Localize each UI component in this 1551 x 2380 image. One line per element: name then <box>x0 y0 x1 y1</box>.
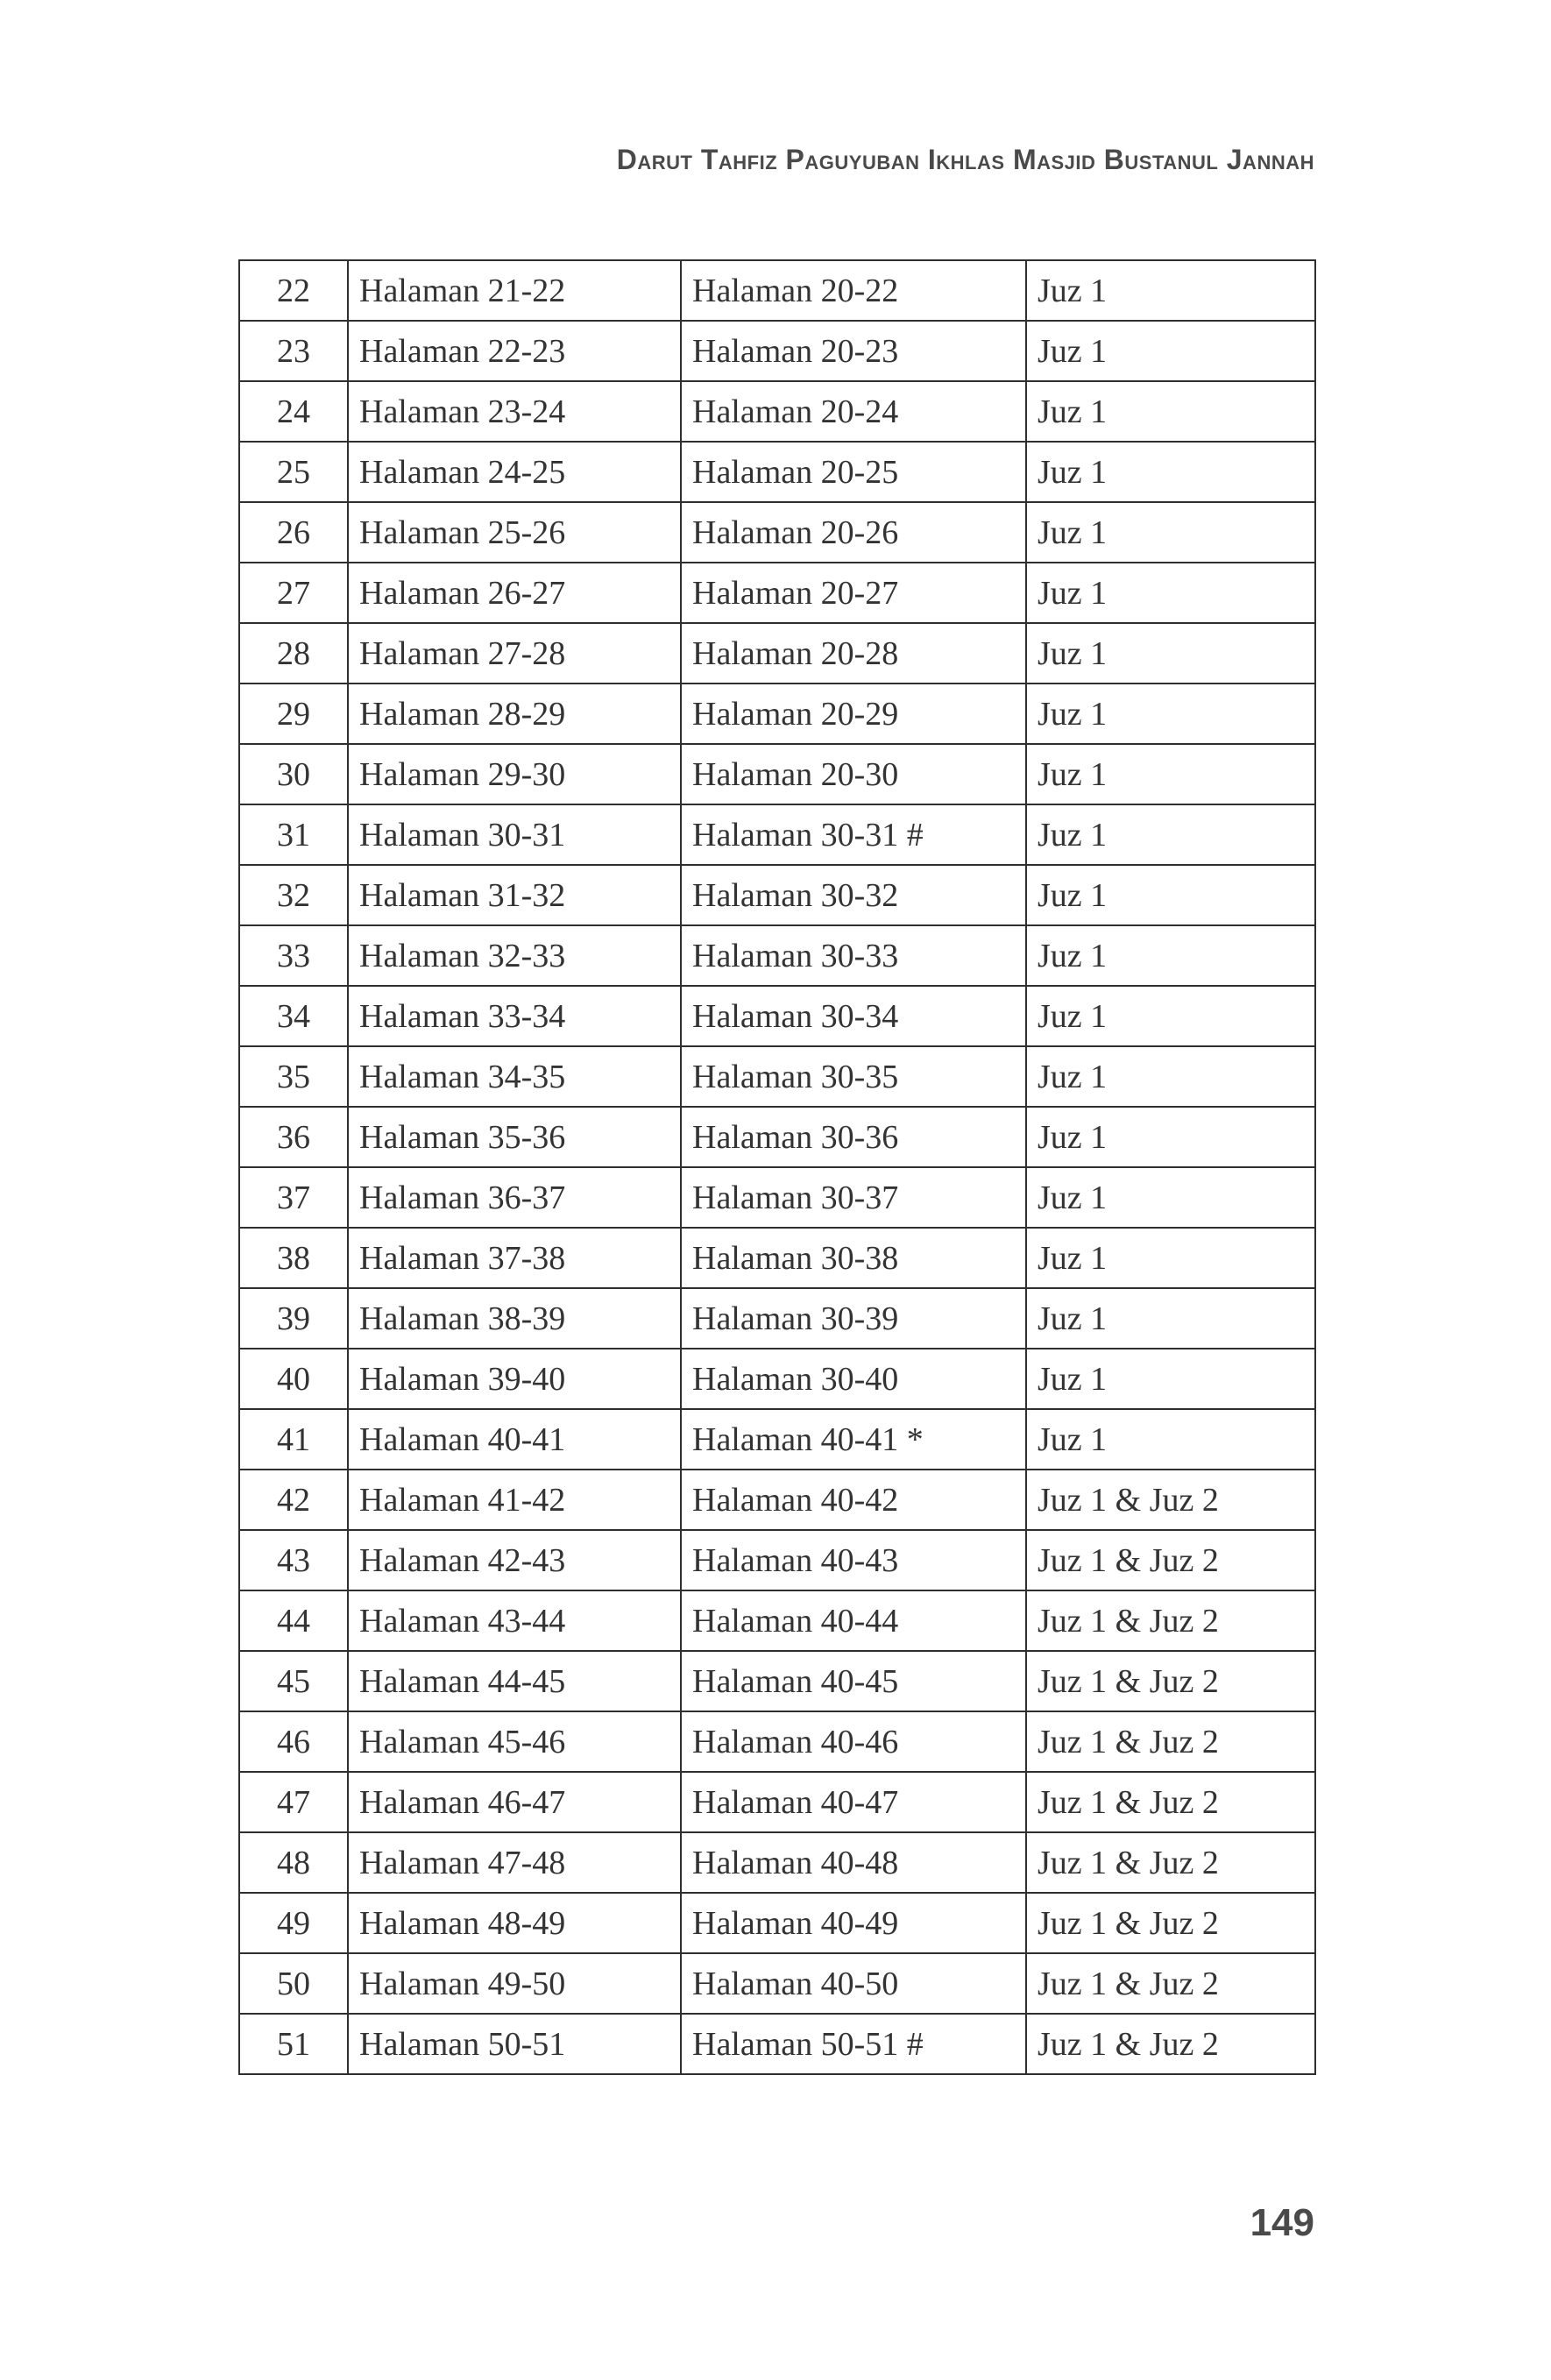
new-memorization-cell: Halaman 25-26 <box>348 502 681 563</box>
table-row <box>239 1167 1315 1228</box>
new-memorization-cell: Halaman 26-27 <box>348 563 681 623</box>
table-row <box>239 1530 1315 1590</box>
review-range-cell: Halaman 30-39 <box>681 1288 1026 1349</box>
review-range-cell: Halaman 40-44 <box>681 1590 1026 1651</box>
review-range-cell: Halaman 20-26 <box>681 502 1026 563</box>
review-range-cell: Halaman 30-31 # <box>681 804 1026 865</box>
juz-cell: Juz 1 <box>1026 744 1315 804</box>
juz-cell: Juz 1 <box>1026 986 1315 1046</box>
juz-cell: Juz 1 & Juz 2 <box>1026 1651 1315 1711</box>
juz-cell: Juz 1 & Juz 2 <box>1026 1590 1315 1651</box>
row-number-cell: 48 <box>239 1832 348 1893</box>
row-number-cell: 50 <box>239 1953 348 2014</box>
juz-cell: Juz 1 <box>1026 321 1315 381</box>
juz-cell: Juz 1 <box>1026 684 1315 744</box>
new-memorization-cell: Halaman 39-40 <box>348 1349 681 1409</box>
memorization-schedule-table <box>238 259 1316 2075</box>
review-range-cell: Halaman 20-29 <box>681 684 1026 744</box>
table-row <box>239 1107 1315 1167</box>
row-number-cell: 41 <box>239 1409 348 1470</box>
review-range-cell: Halaman 20-30 <box>681 744 1026 804</box>
new-memorization-cell: Halaman 28-29 <box>348 684 681 744</box>
juz-cell: Juz 1 <box>1026 1409 1315 1470</box>
row-number-cell: 24 <box>239 381 348 442</box>
review-range-cell: Halaman 30-35 <box>681 1046 1026 1107</box>
juz-cell: Juz 1 & Juz 2 <box>1026 2014 1315 2074</box>
review-range-cell: Halaman 30-36 <box>681 1107 1026 1167</box>
table-row <box>239 260 1315 321</box>
new-memorization-cell: Halaman 42-43 <box>348 1530 681 1590</box>
new-memorization-cell: Halaman 43-44 <box>348 1590 681 1651</box>
new-memorization-cell: Halaman 37-38 <box>348 1228 681 1288</box>
table-row <box>239 2014 1315 2074</box>
new-memorization-cell: Halaman 36-37 <box>348 1167 681 1228</box>
table-row <box>239 1409 1315 1470</box>
table-row <box>239 1651 1315 1711</box>
table-row <box>239 1046 1315 1107</box>
juz-cell: Juz 1 <box>1026 1288 1315 1349</box>
review-range-cell: Halaman 20-22 <box>681 260 1026 321</box>
row-number-cell: 40 <box>239 1349 348 1409</box>
review-range-cell: Halaman 20-27 <box>681 563 1026 623</box>
new-memorization-cell: Halaman 50-51 <box>348 2014 681 2074</box>
new-memorization-cell: Halaman 21-22 <box>348 260 681 321</box>
juz-cell: Juz 1 & Juz 2 <box>1026 1832 1315 1893</box>
table-row <box>239 1772 1315 1832</box>
table-row <box>239 502 1315 563</box>
running-header: Darut Tahfiz Paguyuban Ikhlas Masjid Bustanul Jannah <box>616 144 1314 175</box>
review-range-cell: Halaman 40-48 <box>681 1832 1026 1893</box>
juz-cell: Juz 1 <box>1026 865 1315 925</box>
row-number-cell: 31 <box>239 804 348 865</box>
row-number-cell: 27 <box>239 563 348 623</box>
juz-cell: Juz 1 & Juz 2 <box>1026 1530 1315 1590</box>
review-range-cell: Halaman 30-34 <box>681 986 1026 1046</box>
row-number-cell: 22 <box>239 260 348 321</box>
review-range-cell: Halaman 20-23 <box>681 321 1026 381</box>
table-row <box>239 442 1315 502</box>
juz-cell: Juz 1 <box>1026 442 1315 502</box>
table-row <box>239 1953 1315 2014</box>
juz-cell: Juz 1 & Juz 2 <box>1026 1772 1315 1832</box>
row-number-cell: 23 <box>239 321 348 381</box>
juz-cell: Juz 1 <box>1026 563 1315 623</box>
new-memorization-cell: Halaman 40-41 <box>348 1409 681 1470</box>
row-number-cell: 38 <box>239 1228 348 1288</box>
juz-cell: Juz 1 <box>1026 260 1315 321</box>
row-number-cell: 43 <box>239 1530 348 1590</box>
table-row <box>239 865 1315 925</box>
new-memorization-cell: Halaman 48-49 <box>348 1893 681 1953</box>
review-range-cell: Halaman 40-43 <box>681 1530 1026 1590</box>
row-number-cell: 45 <box>239 1651 348 1711</box>
review-range-cell: Halaman 20-28 <box>681 623 1026 684</box>
row-number-cell: 30 <box>239 744 348 804</box>
new-memorization-cell: Halaman 46-47 <box>348 1772 681 1832</box>
juz-cell: Juz 1 <box>1026 1167 1315 1228</box>
review-range-cell: Halaman 30-33 <box>681 925 1026 986</box>
juz-cell: Juz 1 <box>1026 502 1315 563</box>
page-number: 149 <box>1250 2201 1314 2244</box>
row-number-cell: 33 <box>239 925 348 986</box>
table-row <box>239 804 1315 865</box>
review-range-cell: Halaman 50-51 # <box>681 2014 1026 2074</box>
juz-cell: Juz 1 & Juz 2 <box>1026 1953 1315 2014</box>
row-number-cell: 36 <box>239 1107 348 1167</box>
new-memorization-cell: Halaman 31-32 <box>348 865 681 925</box>
new-memorization-cell: Halaman 22-23 <box>348 321 681 381</box>
juz-cell: Juz 1 <box>1026 925 1315 986</box>
juz-cell: Juz 1 <box>1026 381 1315 442</box>
row-number-cell: 42 <box>239 1470 348 1530</box>
new-memorization-cell: Halaman 49-50 <box>348 1953 681 2014</box>
new-memorization-cell: Halaman 27-28 <box>348 623 681 684</box>
new-memorization-cell: Halaman 41-42 <box>348 1470 681 1530</box>
row-number-cell: 47 <box>239 1772 348 1832</box>
table-row <box>239 381 1315 442</box>
table-row <box>239 623 1315 684</box>
row-number-cell: 29 <box>239 684 348 744</box>
review-range-cell: Halaman 30-32 <box>681 865 1026 925</box>
new-memorization-cell: Halaman 35-36 <box>348 1107 681 1167</box>
row-number-cell: 32 <box>239 865 348 925</box>
row-number-cell: 26 <box>239 502 348 563</box>
table-row <box>239 1228 1315 1288</box>
table-body <box>239 260 1315 2074</box>
review-range-cell: Halaman 40-42 <box>681 1470 1026 1530</box>
review-range-cell: Halaman 40-45 <box>681 1651 1026 1711</box>
review-range-cell: Halaman 40-49 <box>681 1893 1026 1953</box>
table-row <box>239 1893 1315 1953</box>
table-row <box>239 1832 1315 1893</box>
new-memorization-cell: Halaman 33-34 <box>348 986 681 1046</box>
new-memorization-cell: Halaman 47-48 <box>348 1832 681 1893</box>
juz-cell: Juz 1 <box>1026 1046 1315 1107</box>
row-number-cell: 51 <box>239 2014 348 2074</box>
review-range-cell: Halaman 40-47 <box>681 1772 1026 1832</box>
row-number-cell: 28 <box>239 623 348 684</box>
juz-cell: Juz 1 <box>1026 1107 1315 1167</box>
row-number-cell: 34 <box>239 986 348 1046</box>
juz-cell: Juz 1 <box>1026 1228 1315 1288</box>
table-row <box>239 563 1315 623</box>
new-memorization-cell: Halaman 45-46 <box>348 1711 681 1772</box>
row-number-cell: 39 <box>239 1288 348 1349</box>
row-number-cell: 25 <box>239 442 348 502</box>
table-row <box>239 1711 1315 1772</box>
new-memorization-cell: Halaman 23-24 <box>348 381 681 442</box>
table-row <box>239 744 1315 804</box>
table-row <box>239 321 1315 381</box>
review-range-cell: Halaman 40-41 * <box>681 1409 1026 1470</box>
juz-cell: Juz 1 & Juz 2 <box>1026 1711 1315 1772</box>
review-range-cell: Halaman 40-46 <box>681 1711 1026 1772</box>
new-memorization-cell: Halaman 38-39 <box>348 1288 681 1349</box>
review-range-cell: Halaman 20-25 <box>681 442 1026 502</box>
new-memorization-cell: Halaman 29-30 <box>348 744 681 804</box>
row-number-cell: 49 <box>239 1893 348 1953</box>
juz-cell: Juz 1 & Juz 2 <box>1026 1893 1315 1953</box>
new-memorization-cell: Halaman 30-31 <box>348 804 681 865</box>
new-memorization-cell: Halaman 32-33 <box>348 925 681 986</box>
table-row <box>239 925 1315 986</box>
review-range-cell: Halaman 30-37 <box>681 1167 1026 1228</box>
table-row <box>239 986 1315 1046</box>
row-number-cell: 37 <box>239 1167 348 1228</box>
new-memorization-cell: Halaman 44-45 <box>348 1651 681 1711</box>
review-range-cell: Halaman 40-50 <box>681 1953 1026 2014</box>
juz-cell: Juz 1 <box>1026 623 1315 684</box>
juz-cell: Juz 1 <box>1026 804 1315 865</box>
table-row <box>239 1590 1315 1651</box>
row-number-cell: 35 <box>239 1046 348 1107</box>
review-range-cell: Halaman 30-38 <box>681 1228 1026 1288</box>
review-range-cell: Halaman 30-40 <box>681 1349 1026 1409</box>
table-row <box>239 1470 1315 1530</box>
review-range-cell: Halaman 20-24 <box>681 381 1026 442</box>
new-memorization-cell: Halaman 24-25 <box>348 442 681 502</box>
row-number-cell: 44 <box>239 1590 348 1651</box>
new-memorization-cell: Halaman 34-35 <box>348 1046 681 1107</box>
table-row <box>239 1288 1315 1349</box>
juz-cell: Juz 1 <box>1026 1349 1315 1409</box>
row-number-cell: 46 <box>239 1711 348 1772</box>
table-row <box>239 684 1315 744</box>
juz-cell: Juz 1 & Juz 2 <box>1026 1470 1315 1530</box>
table-row <box>239 1349 1315 1409</box>
